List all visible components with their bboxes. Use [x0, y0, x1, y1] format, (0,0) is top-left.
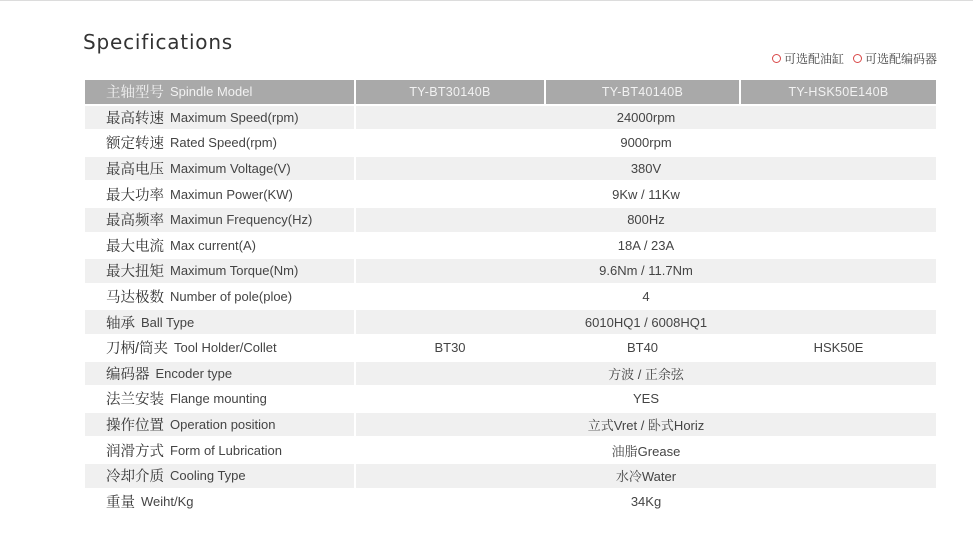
- spec-label-zh: 编码器: [106, 366, 150, 383]
- table-row: [85, 157, 936, 181]
- spec-label-en: Weiht/Kg: [141, 493, 194, 509]
- page-title: Specifications: [83, 30, 234, 54]
- table-row: [85, 490, 936, 514]
- spec-value-cell: 800Hz: [356, 208, 936, 232]
- table-row: [85, 208, 936, 232]
- legend-label: 可选配编码器: [864, 52, 937, 66]
- spec-label-zh: 最高频率: [106, 213, 164, 230]
- spec-label-zh: 马达极数: [106, 290, 164, 307]
- spec-value-cell: BT40: [546, 336, 739, 360]
- spec-label-zh: 最大电流: [106, 238, 164, 255]
- spec-value-cell: 立式Vret / 卧式Horiz: [356, 413, 936, 437]
- spec-label-en: Flange mounting: [170, 391, 267, 407]
- legend-item-encoder: [853, 50, 937, 67]
- spec-label-zh: 刀柄/筒夹: [106, 341, 169, 358]
- header-label-cell: [85, 80, 354, 104]
- spec-label-en: Maximun Frequency(Hz): [170, 212, 313, 228]
- spec-label-zh: 润滑方式: [106, 443, 164, 460]
- spec-label-cell: [85, 490, 354, 514]
- header-label-en: Spindle Model: [170, 84, 253, 100]
- spec-value-cell: 9.6Nm / 11.7Nm: [356, 259, 936, 283]
- table-row: [85, 234, 936, 258]
- table-row: [85, 285, 936, 309]
- spec-value-cell: HSK50E: [741, 336, 936, 360]
- spec-label-cell: [85, 438, 354, 462]
- spec-label-cell: [85, 336, 354, 360]
- legend-item-oil-cylinder: [772, 50, 844, 67]
- spec-value-cell: 油脂Grease: [356, 438, 936, 462]
- spec-label-zh: 冷却介质: [106, 469, 164, 486]
- table-row: [85, 336, 936, 360]
- spec-value-cell: 6010HQ1 / 6008HQ1: [356, 310, 936, 334]
- spec-label-zh: 重量: [106, 494, 135, 511]
- table-row: [85, 106, 936, 130]
- spec-label-en: Max current(A): [170, 237, 256, 253]
- spec-label-cell: [85, 182, 354, 206]
- spec-label-cell: [85, 464, 354, 488]
- table-body: [85, 106, 936, 514]
- legend-label: 可选配油缸: [783, 52, 844, 66]
- spec-label-zh: 最大功率: [106, 187, 164, 204]
- spec-value-cell: 方波 / 正余弦: [356, 362, 936, 386]
- spec-label-cell: [85, 208, 354, 232]
- spec-label-en: Form of Lubrication: [170, 442, 282, 458]
- spec-value-cell: YES: [356, 387, 936, 411]
- table-row: [85, 387, 936, 411]
- table-header-row: [85, 80, 936, 104]
- spec-label-cell: [85, 310, 354, 334]
- spec-label-en: Encoder type: [155, 365, 233, 381]
- spec-value-cell: 水冷Water: [356, 464, 936, 488]
- spec-value-cell: 34Kg: [356, 490, 936, 514]
- spec-label-zh: 轴承: [106, 315, 135, 332]
- spec-value-cell: 24000rpm: [356, 106, 936, 130]
- spec-label-en: Maximum Voltage(V): [170, 161, 291, 177]
- spec-label-cell: [85, 362, 354, 386]
- table-row: [85, 310, 936, 334]
- spec-label-en: Tool Holder/Collet: [174, 340, 277, 356]
- spec-label-en: Rated Speed(rpm): [170, 135, 277, 151]
- table-row: [85, 413, 936, 437]
- spec-label-en: Maximum Speed(rpm): [170, 109, 299, 125]
- table-row: [85, 438, 936, 462]
- red-circle-icon: [853, 54, 862, 63]
- spec-label-zh: 最高电压: [106, 162, 164, 179]
- spec-value-cell: 9000rpm: [356, 131, 936, 155]
- spec-label-cell: [85, 106, 354, 130]
- spec-label-cell: [85, 234, 354, 258]
- spec-value-cell: 4: [356, 285, 936, 309]
- top-divider: [0, 0, 973, 1]
- option-legend: [772, 50, 937, 67]
- table-row: [85, 182, 936, 206]
- spec-label-en: Operation position: [170, 417, 276, 433]
- spec-label-zh: 额定转速: [106, 136, 164, 153]
- spec-label-zh: 操作位置: [106, 418, 164, 435]
- red-circle-icon: [772, 54, 781, 63]
- table-row: [85, 131, 936, 155]
- spec-label-en: Number of pole(ploe): [170, 289, 293, 305]
- spec-label-zh: 法兰安装: [106, 392, 164, 409]
- spec-label-cell: [85, 131, 354, 155]
- spec-label-zh: 最大扭矩: [106, 264, 164, 281]
- spec-label-en: Cooling Type: [170, 468, 246, 484]
- spec-value-cell: 18A / 23A: [356, 234, 936, 258]
- spec-label-en: Maximun Power(KW): [170, 186, 293, 202]
- spec-label-cell: [85, 285, 354, 309]
- specifications-table: [85, 80, 936, 513]
- table-row: [85, 464, 936, 488]
- model-header-bt40: TY-BT40140B: [546, 80, 739, 104]
- spec-label-cell: [85, 387, 354, 411]
- spec-value-cell: 380V: [356, 157, 936, 181]
- spec-label-cell: [85, 259, 354, 283]
- table-row: [85, 259, 936, 283]
- table-row: [85, 362, 936, 386]
- spec-value-cell: BT30: [356, 336, 544, 360]
- header-label-zh: 主轴型号: [106, 85, 164, 102]
- spec-label-en: Ball Type: [141, 314, 195, 330]
- spec-label-cell: [85, 157, 354, 181]
- spec-value-cell: 9Kw / 11Kw: [356, 182, 936, 206]
- spec-label-zh: 最高转速: [106, 110, 164, 127]
- spec-label-en: Maximum Torque(Nm): [170, 263, 299, 279]
- model-header-bt30: TY-BT30140B: [356, 80, 544, 104]
- spec-label-cell: [85, 413, 354, 437]
- model-header-hsk50e: TY-HSK50E140B: [741, 80, 936, 104]
